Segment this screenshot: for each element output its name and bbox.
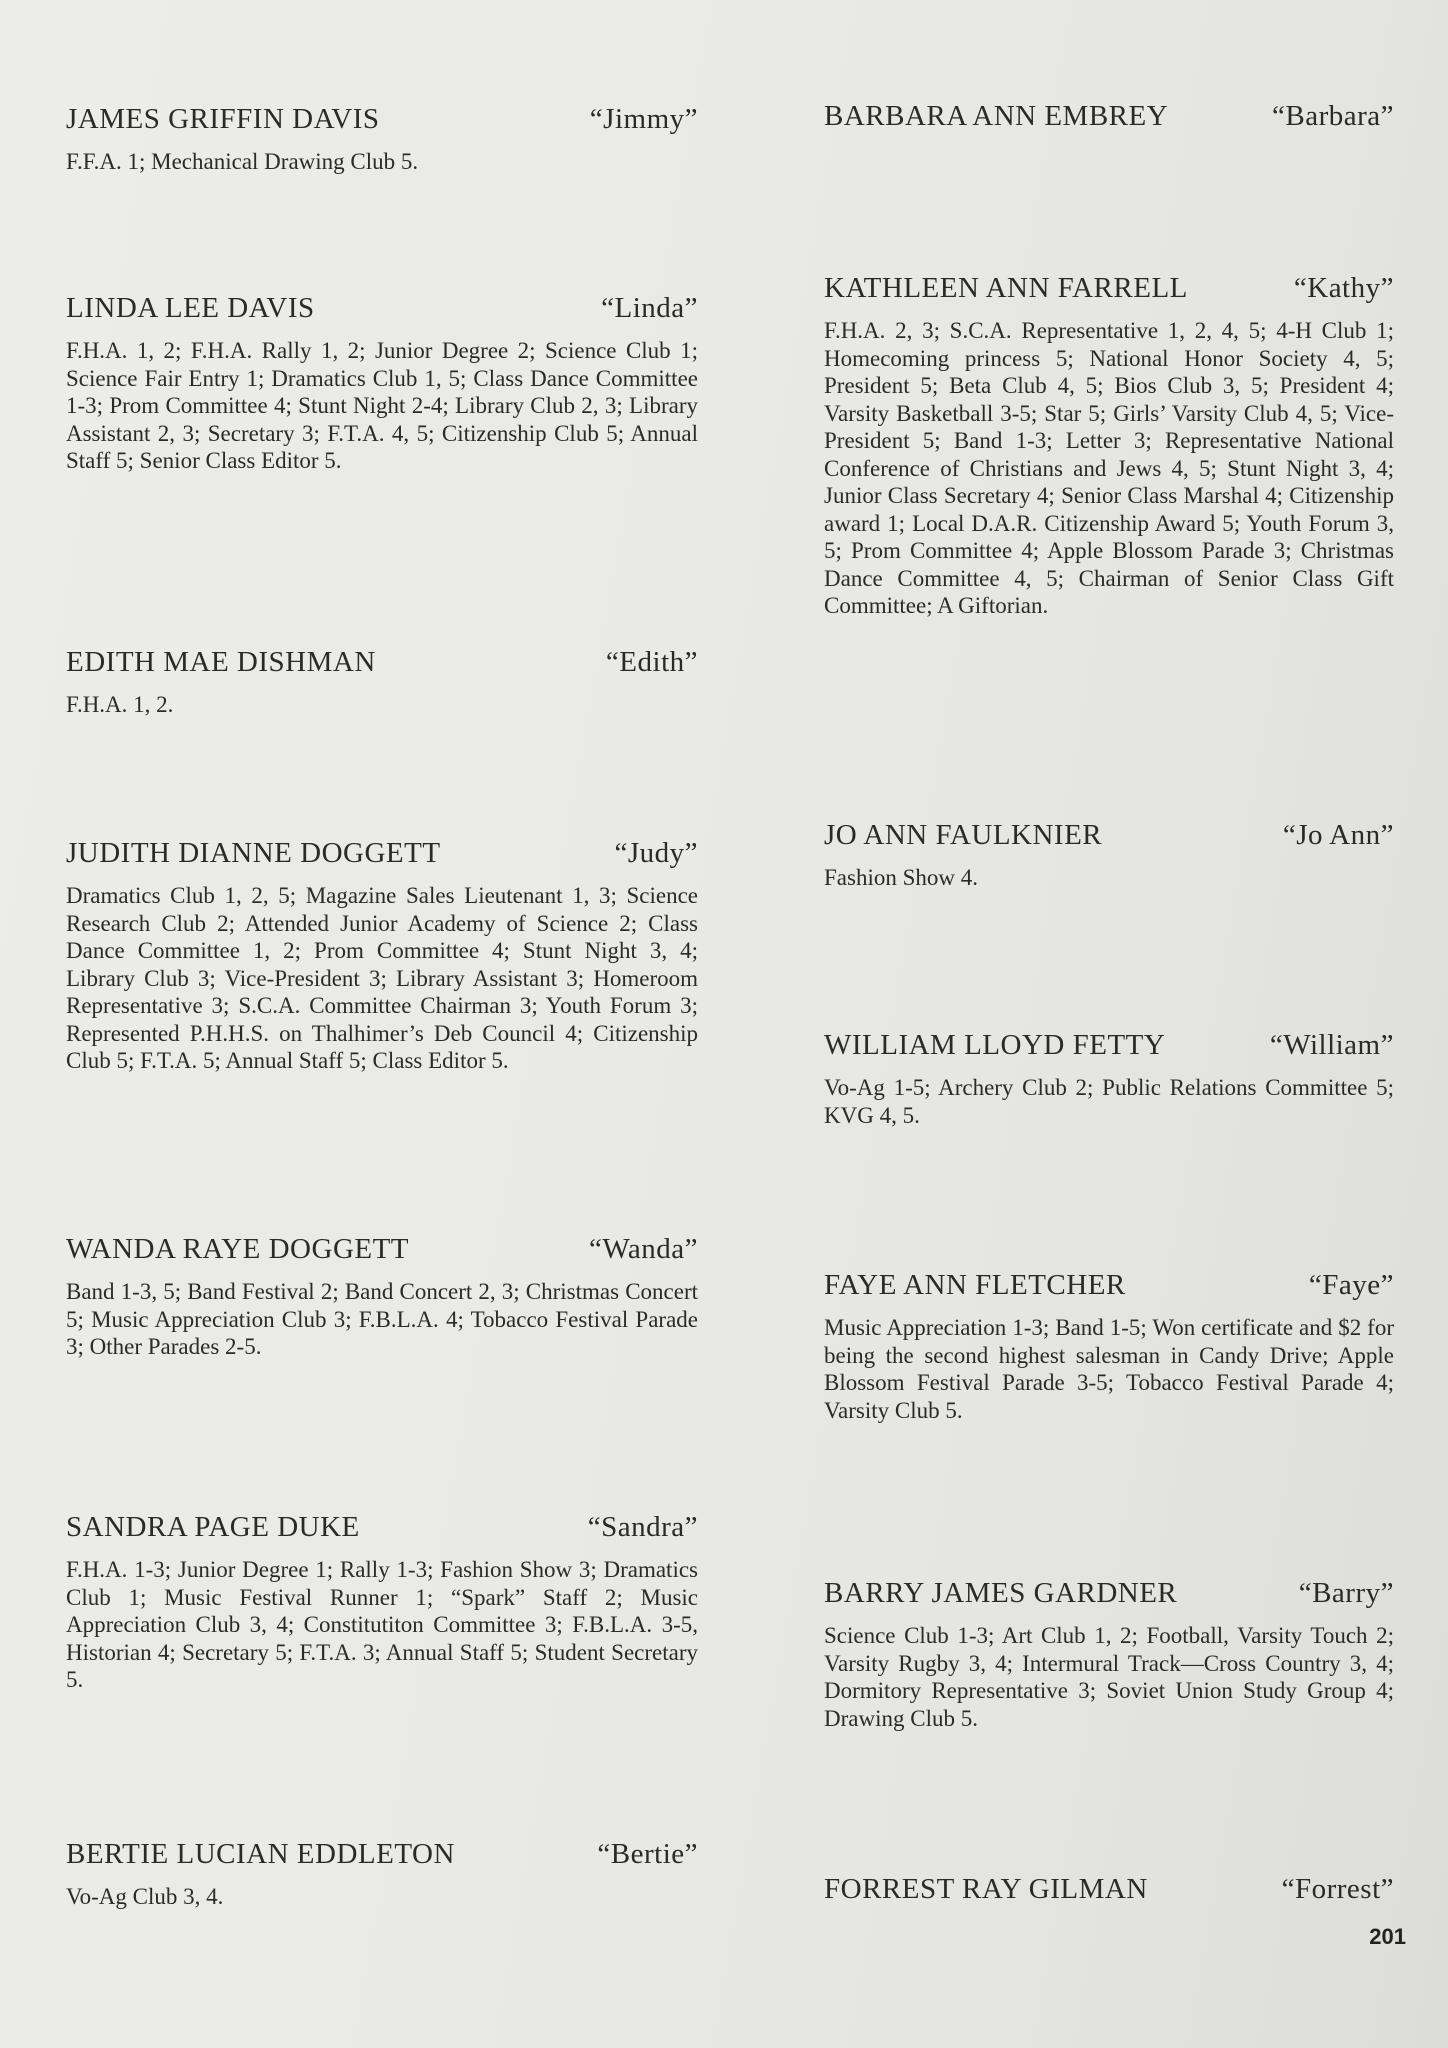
senior-entry — [66, 1510, 698, 1694]
student-activities: Band 1-3, 5; Band Festival 2; Band Concert 2, 3; Christmas Concert 5; Music Appreciation Club 3; F.B.L.A. 4; Tobacco Festival Parade 3; Other Parades 2-5. — [66, 1279, 698, 1359]
student-name: BERTIE LUCIAN EDDLETON — [66, 1838, 455, 1870]
senior-entry — [66, 291, 698, 475]
senior-entry — [824, 271, 1394, 620]
senior-entry — [66, 1232, 698, 1361]
senior-entry — [824, 1028, 1394, 1129]
entry-header — [66, 645, 698, 679]
student-name: WANDA RAYE DOGGETT — [66, 1233, 410, 1265]
student-nickname: “Judy” — [614, 837, 698, 869]
student-name: BARRY JAMES GARDNER — [824, 1577, 1178, 1609]
entry-header — [824, 818, 1394, 852]
senior-entry — [824, 1268, 1394, 1424]
student-name: KATHLEEN ANN FARRELL — [824, 272, 1188, 304]
student-nickname: “Barry” — [1298, 1577, 1394, 1609]
page-number: 201 — [1369, 1924, 1406, 1949]
student-nickname: “Sandra” — [587, 1511, 698, 1543]
entry-header — [824, 271, 1394, 305]
student-nickname: “William” — [1269, 1029, 1394, 1061]
student-activities: F.H.A. 2, 3; S.C.A. Representative 1, 2, 4, 5; 4-H Club 1; Homecoming princess 5; National Honor Society 4, 5; President 5; Beta Club 4, 5; Bios Club 3, 5; President 4; Varsity Basketball 3-5; Star 5; Girls’ Varsity Club 4, 5; Vice-President 5; Band 1-3; Letter 3; Representative National Conference of Christians and Jews 4, 5; Stunt Night 3, 4; Junior Class Secretary 4; Senior Class Marshal 4; Citizenship award 1; Local D.A.R. Citizenship Award 5; Youth Forum 3, 5; Prom Committee 4; Apple Blossom Parade 3; Christmas Dance Committee 4, 5; Chairman of Senior Class Gift Committee; A Giftorian. — [824, 318, 1394, 618]
student-nickname: “Edith” — [605, 646, 698, 678]
student-activities: F.H.A. 1, 2; F.H.A. Rally 1, 2; Junior Degree 2; Science Club 1; Science Fair Entry 1; Dramatics Club 1, 5; Class Dance Committee 1-3; Prom Committee 4; Stunt Night 2-4; Library Club 2, 3; Library Assistant 2, 3; Secretary 3; F.T.A. 4, 5; Citizenship Club 5; Annual Staff 5; Senior Class Editor 5. — [66, 338, 698, 473]
student-name: FAYE ANN FLETCHER — [824, 1269, 1126, 1301]
senior-entry — [824, 1576, 1394, 1732]
student-activities: Fashion Show 4. — [824, 865, 978, 890]
student-name: WILLIAM LLOYD FETTY — [824, 1029, 1166, 1061]
student-activities: F.H.A. 1, 2. — [66, 692, 174, 717]
student-nickname: “Kathy” — [1293, 272, 1394, 304]
entry-header — [66, 1232, 698, 1266]
entry-header — [66, 1837, 698, 1871]
student-nickname: “Faye” — [1308, 1269, 1394, 1301]
senior-entry — [66, 102, 698, 176]
student-nickname: “Forrest” — [1281, 1873, 1394, 1905]
entry-header — [66, 291, 698, 325]
entry-header — [66, 102, 698, 136]
senior-entry — [66, 1837, 698, 1911]
entry-header — [66, 836, 698, 870]
entry-header — [824, 1576, 1394, 1610]
student-name: JAMES GRIFFIN DAVIS — [66, 103, 380, 135]
student-activities: F.H.A. 1-3; Junior Degree 1; Rally 1-3; Fashion Show 3; Dramatics Club 1; Music Festival Runner 1; “Spark” Staff 2; Music Appreciation Club 3, 4; Constitutiton Committee 3; F.B.L.A. 3-5, Historian 4; Secretary 5; F.T.A. 3; Annual Staff 5; Student Secretary 5. — [66, 1557, 698, 1692]
student-nickname: “Jimmy” — [589, 103, 698, 135]
senior-entry — [66, 645, 698, 719]
student-activities: Dramatics Club 1, 2, 5; Magazine Sales Lieutenant 1, 3; Science Research Club 2; Attended Junior Academy of Science 2; Class Dance Committee 1, 2; Prom Committee 4; Stunt Night 3, 4; Library Club 3; Vice-President 3; Library Assistant 3; Homeroom Representative 3; S.C.A. Committee Chairman 3; Youth Forum 3; Represented P.H.H.S. on Thalhimer’s Deb Council 4; Citizenship Club 5; F.T.A. 5; Annual Staff 5; Class Editor 5. — [66, 883, 698, 1073]
student-name: EDITH MAE DISHMAN — [66, 646, 376, 678]
student-nickname: “Linda” — [601, 292, 698, 324]
student-nickname: “Jo Ann” — [1282, 819, 1394, 851]
student-activities: Vo-Ag Club 3, 4. — [66, 1884, 224, 1909]
student-activities: Music Appreciation 1-3; Band 1-5; Won certificate and $2 for being the second highest salesman in Candy Drive; Apple Blossom Festival Parade 3-5; Tobacco Festival Parade 4; Varsity Club 5. — [824, 1315, 1394, 1423]
student-name: LINDA LEE DAVIS — [66, 292, 315, 324]
entry-header — [824, 1872, 1394, 1906]
student-activities: F.F.A. 1; Mechanical Drawing Club 5. — [66, 149, 419, 174]
student-name: FORREST RAY GILMAN — [824, 1873, 1148, 1905]
senior-entry — [824, 818, 1394, 892]
entry-header — [66, 1510, 698, 1544]
student-name: JUDITH DIANNE DOGGETT — [66, 837, 441, 869]
entry-header — [824, 99, 1394, 133]
student-activities: Vo-Ag 1-5; Archery Club 2; Public Relations Committee 5; KVG 4, 5. — [824, 1075, 1394, 1128]
student-nickname: “Bertie” — [597, 1838, 698, 1870]
student-nickname: “Wanda” — [588, 1233, 698, 1265]
student-name: JO ANN FAULKNIER — [824, 819, 1103, 851]
student-activities: Science Club 1-3; Art Club 1, 2; Football, Varsity Touch 2; Varsity Rugby 3, 4; Intermural Track—Cross Country 3, 4; Dormitory Representative 3; Soviet Union Study Group 4; Drawing Club 5. — [824, 1623, 1394, 1731]
entry-header — [824, 1028, 1394, 1062]
student-name: SANDRA PAGE DUKE — [66, 1511, 360, 1543]
senior-entry — [824, 99, 1394, 145]
senior-entry — [824, 1872, 1394, 1918]
student-nickname: “Barbara” — [1271, 100, 1394, 132]
senior-entry — [66, 836, 698, 1075]
entry-header — [824, 1268, 1394, 1302]
student-name: BARBARA ANN EMBREY — [824, 100, 1169, 132]
